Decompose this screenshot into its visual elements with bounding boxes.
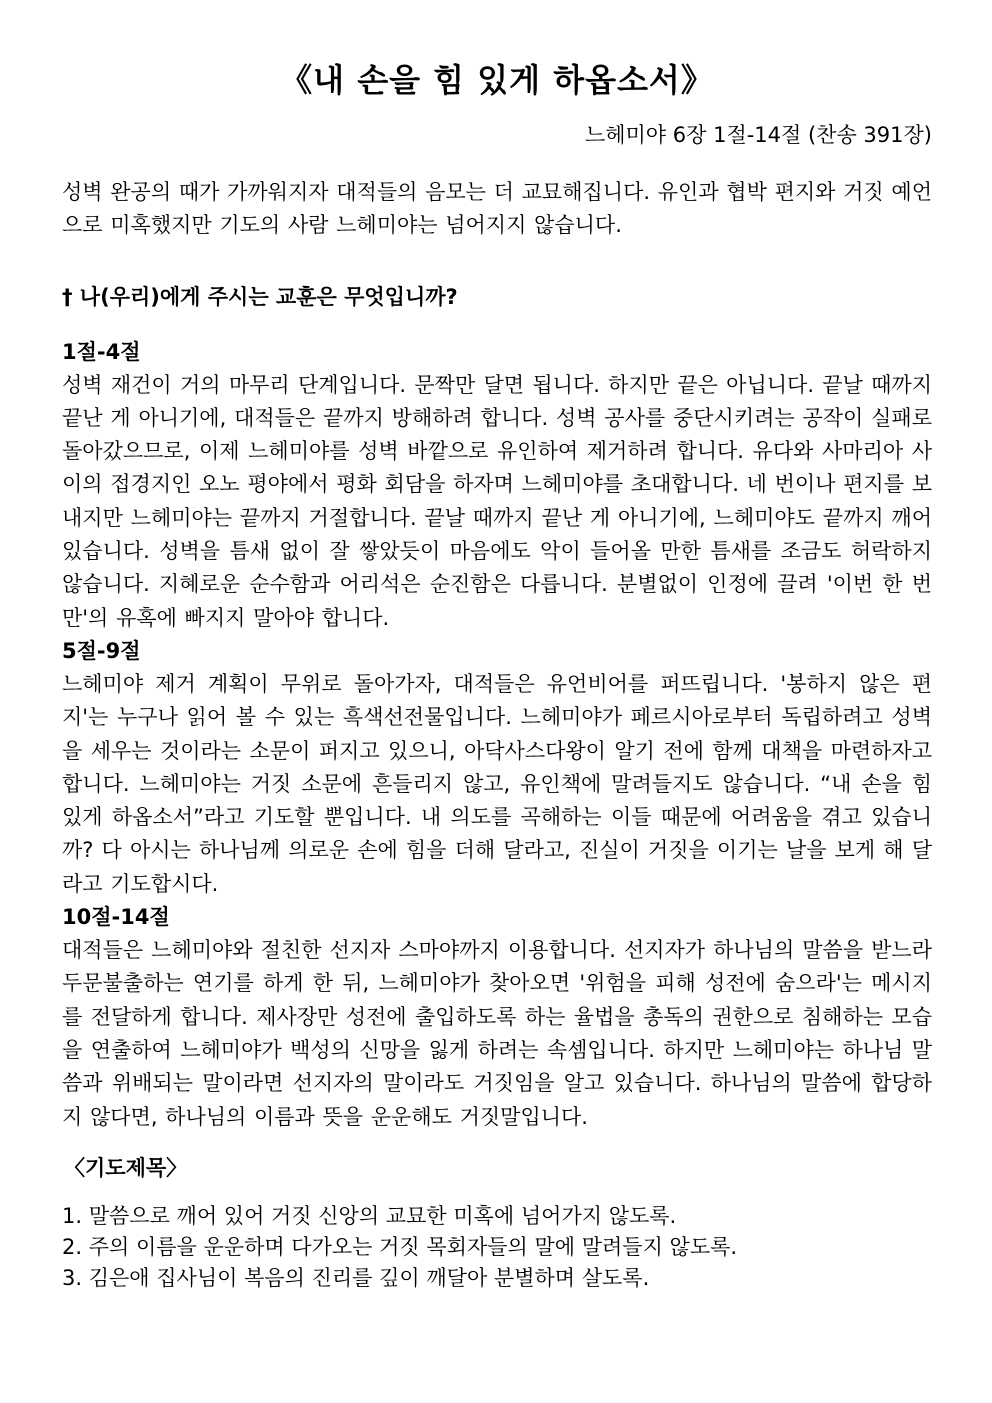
prayer-list [62,1201,932,1294]
intro-paragraph [62,176,932,243]
section-heading: 5절-9절 [62,638,141,663]
section-heading: 10절-14절 [62,905,170,930]
section-body: 성벽 재건이 거의 마무리 단계입니다. 문짝만 달면 됩니다. 하지만 끝은 아닙니다. 끝날 때까지 끝난 게 아니기에, 대적들은 끝까지 방해하려 합니다. 성벽 공사를 중단시키려는 공작이 실패로 돌아갔으므로, 이제 느헤미야를 성벽 바깥으로 유인하여 제거하려 합니다. 유다와 사마리아 사이의 접경지인 오노 평야에서 평화 회담을 하자며 느헤미야를 초대합니다. 네 번이나 편지를 보내지만 느헤미야는 끝까지 거절합니다. 끝날 때까지 끝난 게 아니기에, 느헤미야도 끝까지 깨어 있습니다. 성벽을 틈새 없이 잘 쌓았듯이 마음에도 악이 들어올 만한 틈새를 조금도 허락하지 않습니다. 지혜로운 순수함과 어리석은 순진함은 다릅니다. 분별없이 인정에 끌려 '이번 한 번만'의 유혹에 빠지지 말아야 합니다. [62,372,932,630]
section-verses-5-9 [62,635,932,901]
lesson-question: † 나(우리)에게 주시는 교훈은 무엇입니까? [62,284,458,309]
prayer-item: 2. 주의 이름을 운운하며 다가오는 거짓 목회자들의 말에 말려들지 않도록. [62,1234,738,1259]
section-verses-1-4 [62,336,932,635]
intro-text: 성벽 완공의 때가 가까워지자 대적들의 음모는 더 교묘해집니다. 유인과 협박 편지와 거짓 예언으로 미혹했지만 기도의 사람 느헤미야는 넘어지지 않습니다. [62,180,932,238]
section-verses-10-14 [62,901,932,1134]
prayer-heading: 〈기도제목〉 [64,1155,188,1180]
section-body: 느헤미야 제거 계획이 무위로 돌아가자, 대적들은 유언비어를 퍼뜨립니다. '봉하지 않은 편지'는 누구나 읽어 볼 수 있는 흑색선전물입니다. 느헤미야가 페르시아로부터 독립하려고 성벽을 세우는 것이라는 소문이 퍼지고 있으니, 아닥사스다왕이 알기 전에 함께 대책을 마련하자고 합니다. 느헤미야는 거짓 소문에 흔들리지 않고, 유인책에 말려들지도 않습니다. “내 손을 힘 있게 하옵소서”라고 기도할 뿐입니다. 내 의도를 곡해하는 이들 때문에 어려움을 겪고 있습니까? 다 아시는 하나님께 의로운 손에 힘을 더해 달라고, 진실이 거짓을 이기는 날을 보게 해 달라고 기도합시다. [62,671,932,896]
section-heading: 1절-4절 [62,339,141,364]
prayer-item: 3. 김은애 집사님이 복음의 진리를 깊이 깨달아 분별하며 살도록. [62,1265,650,1290]
document-page [62,58,932,1294]
section-body: 대적들은 느헤미야와 절친한 선지자 스마야까지 이용합니다. 선지자가 하나님의 말씀을 받느라 두문불출하는 연기를 하게 한 뒤, 느헤미야가 찾아오면 '위험을 피해 성전에 숨으라'는 메시지를 전달하게 합니다. 제사장만 성전에 출입하도록 하는 율법을 총독의 권한으로 침해하는 모습을 연출하여 느헤미야가 백성의 신망을 잃게 하려는 속셈입니다. 하지만 느헤미야는 하나님 말씀과 위배되는 말이라면 선지자의 말이라도 거짓임을 알고 있습니다. 하나님의 말씀에 합당하지 않다면, 하나님의 이름과 뜻을 운운해도 거짓말입니다. [62,938,932,1129]
prayer-item: 1. 말씀으로 깨어 있어 거짓 신앙의 교묘한 미혹에 넘어가지 않도록. [62,1203,677,1228]
page-title: 《내 손을 힘 있게 하옵소서》 [280,61,714,99]
scripture-reference: 느헤미야 6장 1절-14절 (찬송 391장) [584,123,932,147]
